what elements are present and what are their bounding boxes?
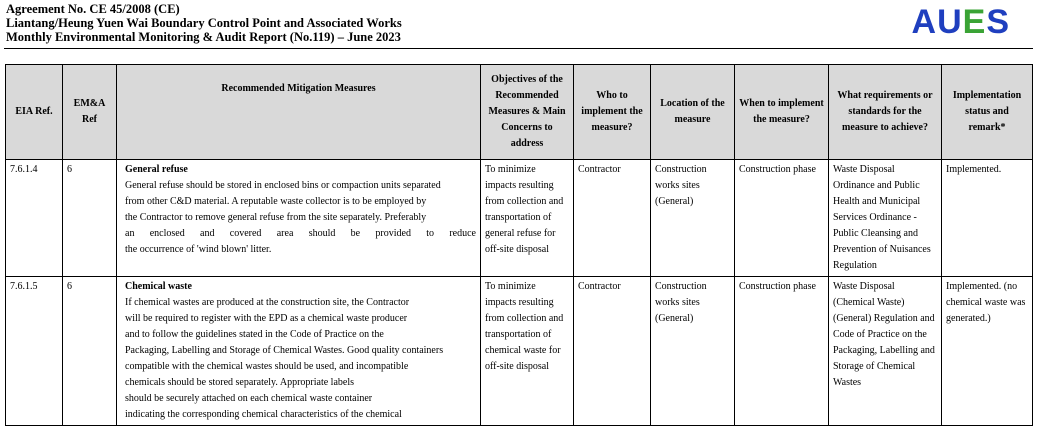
measure-line: should be securely attached on each chemical waste container xyxy=(125,393,373,404)
cell-who: Contractor xyxy=(574,277,651,426)
cell-objectives: To minimize impacts resulting from collection and transportation of general refuse for off-site disposal xyxy=(481,160,574,277)
measure-line: the occurrence of 'wind blown' litter. xyxy=(125,244,272,255)
col-who: Who to implement the measure? xyxy=(574,65,651,160)
cell-requirements: Waste Disposal Ordinance and Public Health and Municipal Services Ordinance - Public Cleansing and Prevention of Nuisances Regulation xyxy=(829,160,942,277)
measure-line: an enclosed and covered area should be provided to reduce xyxy=(125,228,476,239)
cell-when: Construction phase xyxy=(735,277,829,426)
logo-letter-s: S xyxy=(986,3,1010,41)
cell-measure xyxy=(117,160,481,277)
measure-line: the Contractor to remove general refuse from the site separately. Preferably xyxy=(125,212,427,223)
report-title: Monthly Environmental Monitoring & Audit Report (No.119) – June 2023 xyxy=(6,30,401,44)
measure-line: compatible with the chemical wastes should be used, and incompatible xyxy=(125,361,409,372)
cell-ema-ref: 6 xyxy=(63,277,117,426)
col-status: Implementation status and remark* xyxy=(942,65,1033,160)
table-row xyxy=(6,277,1033,426)
logo-letter-e: E xyxy=(962,3,987,41)
col-objectives: Objectives of the Recommended Measures & Main Concerns to address xyxy=(481,65,574,160)
logo-letter-u: U xyxy=(937,3,963,41)
col-measures: Recommended Mitigation Measures xyxy=(117,65,481,160)
cell-when: Construction phase xyxy=(735,160,829,277)
measure-line: If chemical wastes are produced at the construction site, the Contractor xyxy=(125,297,410,308)
col-location: Location of the measure xyxy=(651,65,735,160)
logo-letter-a: A xyxy=(911,3,938,41)
cell-eia-ref: 7.6.1.4 xyxy=(6,160,63,277)
measure-line: indicating the corresponding chemical characteristics of the chemical xyxy=(125,409,402,420)
measure-line: chemicals should be stored separately. Appropriate labels xyxy=(125,377,354,388)
table-header-row xyxy=(6,65,1033,160)
cell-measure xyxy=(117,277,481,426)
table-row xyxy=(6,160,1033,277)
measure-line: Packaging, Labelling and Storage of Chemical Wastes. Good quality containers xyxy=(125,345,444,356)
col-requirements: What requirements or standards for the measure to achieve? xyxy=(829,65,942,160)
cell-status: Implemented. xyxy=(942,160,1033,277)
cell-ema-ref: 6 xyxy=(63,160,117,277)
project-title: Liantang/Heung Yuen Wai Boundary Control Point and Associated Works xyxy=(6,16,402,30)
measure-line: General refuse should be stored in enclosed bins or compaction units separated xyxy=(125,180,441,191)
col-ema-ref: EM&A Ref xyxy=(63,65,117,160)
measure-title: Chemical waste xyxy=(125,281,192,292)
cell-who: Contractor xyxy=(574,160,651,277)
col-when: When to implement the measure? xyxy=(735,65,829,160)
cell-location: Construction works sites (General) xyxy=(651,277,735,426)
mitigation-measures-table xyxy=(5,64,1033,426)
measure-line: and to follow the guidelines stated in the Code of Practice on the xyxy=(125,329,384,340)
cell-requirements: Waste Disposal (Chemical Waste) (General) Regulation and Code of Practice on the Packaging, Labelling and Storage of Chemical Wastes xyxy=(829,277,942,426)
document-header xyxy=(6,2,1032,50)
col-eia-ref: EIA Ref. xyxy=(6,65,63,160)
aues-logo xyxy=(912,4,1011,40)
measure-line: will be required to register with the EPD as a chemical waste producer xyxy=(125,313,408,324)
agreement-number: Agreement No. CE 45/2008 (CE) xyxy=(6,2,180,16)
header-rule xyxy=(4,48,1033,49)
cell-status: Implemented. (no chemical waste was generated.) xyxy=(942,277,1033,426)
cell-eia-ref: 7.6.1.5 xyxy=(6,277,63,426)
measure-line: from other C&D material. A reputable waste collector is to be employed by xyxy=(125,196,427,207)
measure-title: General refuse xyxy=(125,164,188,175)
cell-objectives: To minimize impacts resulting from collection and transportation of chemical waste for off-site disposal xyxy=(481,277,574,426)
cell-location: Construction works sites (General) xyxy=(651,160,735,277)
